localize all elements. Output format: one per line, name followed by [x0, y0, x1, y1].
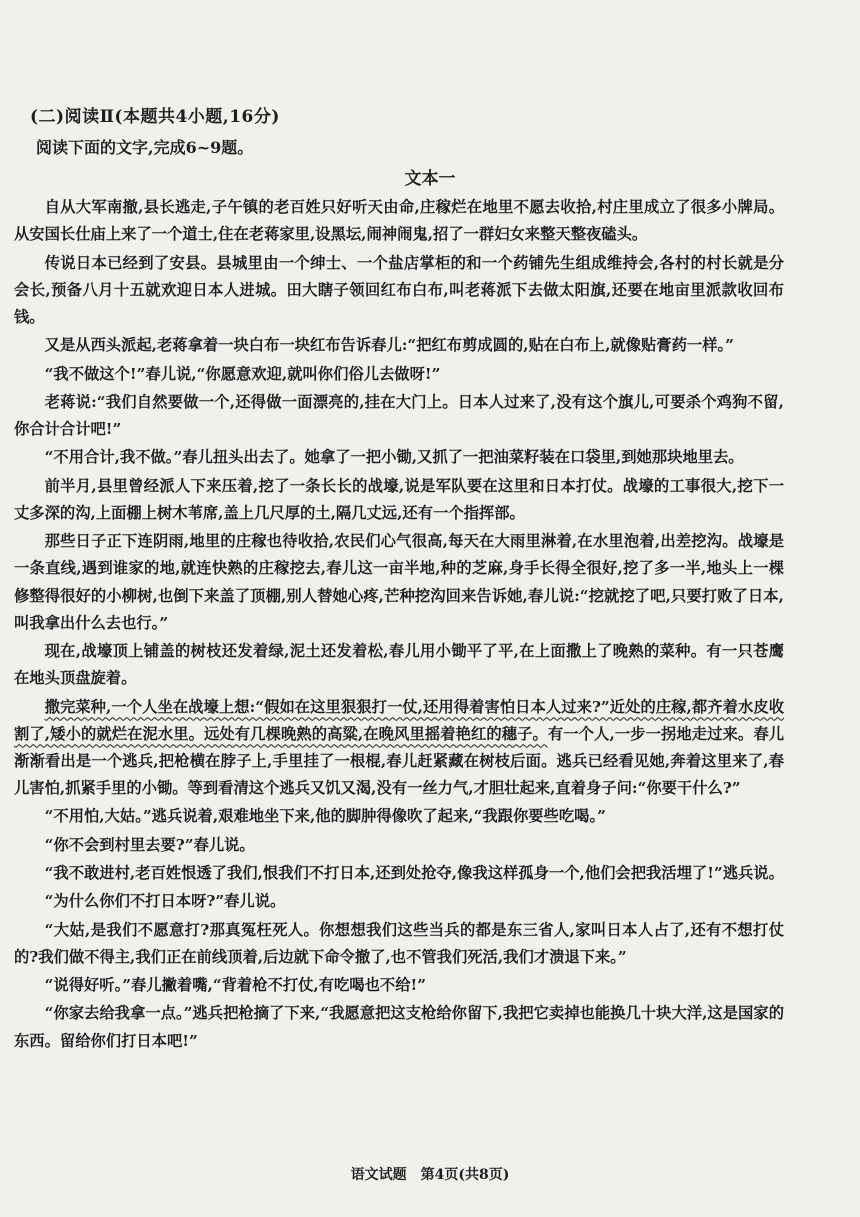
paragraph: “你家去给我拿一点。”逃兵把枪摘了下来,“我愿意把这支枪给你留下,我把它卖掉也能换几十块大洋,这是国家的东西。留给你们打日本吧!” — [14, 1004, 784, 1050]
instruction-text: 阅读下面的文字,完成6~9题。 — [36, 138, 254, 157]
paragraph: “说得好听。”春儿撇着嘴,“背着枪不打仗,有吃喝也不给!” — [44, 976, 427, 995]
paragraph: 自从大军南撤,县长逃走,子午镇的老百姓只好听天由命,庄稼烂在地里不愿去收拾,村庄里成立了很多小牌局。从安国长仕庙上来了一个道士,住在老蒋家里,设黑坛,闹神闹鬼,招了一群妇女来整天整夜磕头。 — [14, 198, 784, 244]
text-title: 文本一 — [404, 169, 456, 189]
passage-continuation: 有一个人,一步一拐地走过来。春儿渐渐看出是一个逃兵,把枪横在脖子上,手里挂了一根棍,春儿赶紧藏在树枝后面。逃兵已经看见她,奔着这里来了,春儿害怕,抓紧手里的小锄。等到看清这个逃兵又饥又渴,没有一丝力气,才胆壮起来,直着身子问:“你要干什么?” — [14, 724, 785, 798]
paragraph: “我不做这个!”春儿说,“你愿意欢迎,就叫你们俗儿去做呀!” — [44, 364, 441, 383]
paragraph: “不用怕,大姑。”逃兵说着,艰难地坐下来,他的脚肿得像吹了起来,“我跟你要些吃喝。” — [44, 807, 606, 826]
wavy-underlined-passage: 撒完菜种,一个人坐在战壕上想:“假如在这里狠狠打一仗,还用得着害怕日本人过来?”近处的庄稼,都齐着水皮收割了,矮小的就烂在泥水里。远处有几棵晚熟的高粱,在晚风里摇着艳红的穗子。 — [14, 697, 784, 743]
paragraph: “大姑,是我们不愿意打?那真冤枉死人。你想想我们这些当兵的都是东三省人,家叫日本人占了,还有不想打仗的?我们做不得主,我们正在前线顶着,后边就下命令撤了,也不管我们死活,我们才溃退下来。” — [14, 920, 784, 966]
paragraph: “不用合计,我不做。”春儿扭头出去了。她拿了一把小锄,又抓了一把油菜籽装在口袋里,到她那块地里去。 — [44, 448, 744, 467]
paragraph: 老蒋说:“我们自然要做一个,还得做一面漂亮的,挂在大门上。日本人过来了,没有这个旗儿,可要杀个鸡狗不留,你合计合计吧!” — [14, 392, 784, 438]
paragraph: 传说日本已经到了安县。县城里由一个绅士、一个盐店掌柜的和一个药铺先生组成维持会,各村的村长就是分会长,预备八月十五就欢迎日本人进城。田大瞎子领回红布白布,叫老蒋派下去做太阳旗,还要在地亩里派款收回布钱。 — [14, 253, 784, 326]
paragraph: 现在,战壕顶上铺盖的树枝还发着绿,泥土还发着松,春儿用小锄平了平,在上面撒上了晚熟的菜种。有一只苍鹰在地头顶盘旋着。 — [14, 642, 784, 688]
paragraph: “为什么你们不打日本呀?”春儿说。 — [44, 892, 286, 911]
paragraph: “我不敢进村,老百姓恨透了我们,恨我们不打日本,还到处抢夺,像我这样孤身一个,他们会把我活埋了!”逃兵说。 — [44, 864, 784, 882]
section-title: (二)阅读Ⅱ(本题共4小题,16分) — [30, 107, 280, 127]
paragraph-underlined — [14, 694, 784, 803]
paragraph: 又是从西头派起,老蒋拿着一块白布一块红布告诉春儿:“把红布剪成圆的,贴在白布上,就像贴膏药一样。” — [44, 336, 734, 355]
paragraph: 那些日子正下连阴雨,地里的庄稼也待收拾,农民们心气很高,每天在大雨里淋着,在水里泡着,出差挖沟。战壕是一条直线,遇到谁家的地,就连快熟的庄稼挖去,春儿这一亩半地,种的芝麻,身手长得全很好,挖了多一半,地头上一棵修整得很好的小柳树,也倒下来盖了顶棚,别人替她心疼,芒种挖沟回来告诉她,春儿说:“挖就挖了吧,只要打败了日本,叫我拿出什么去也行。” — [14, 532, 784, 632]
paragraph: “你不会到村里去要?”春儿说。 — [44, 835, 255, 854]
paragraph: 前半月,县里曾经派人下来压着,挖了一条长长的战壕,说是军队要在这里和日本打仗。战壕的工事很大,挖下一丈多深的沟,上面棚上树木苇席,盖上几尺厚的土,隔几丈远,还有一个指挥部。 — [14, 476, 784, 522]
passage-body — [14, 194, 784, 1056]
page-footer: 语文试题 第4页(共8页) — [350, 1167, 510, 1183]
